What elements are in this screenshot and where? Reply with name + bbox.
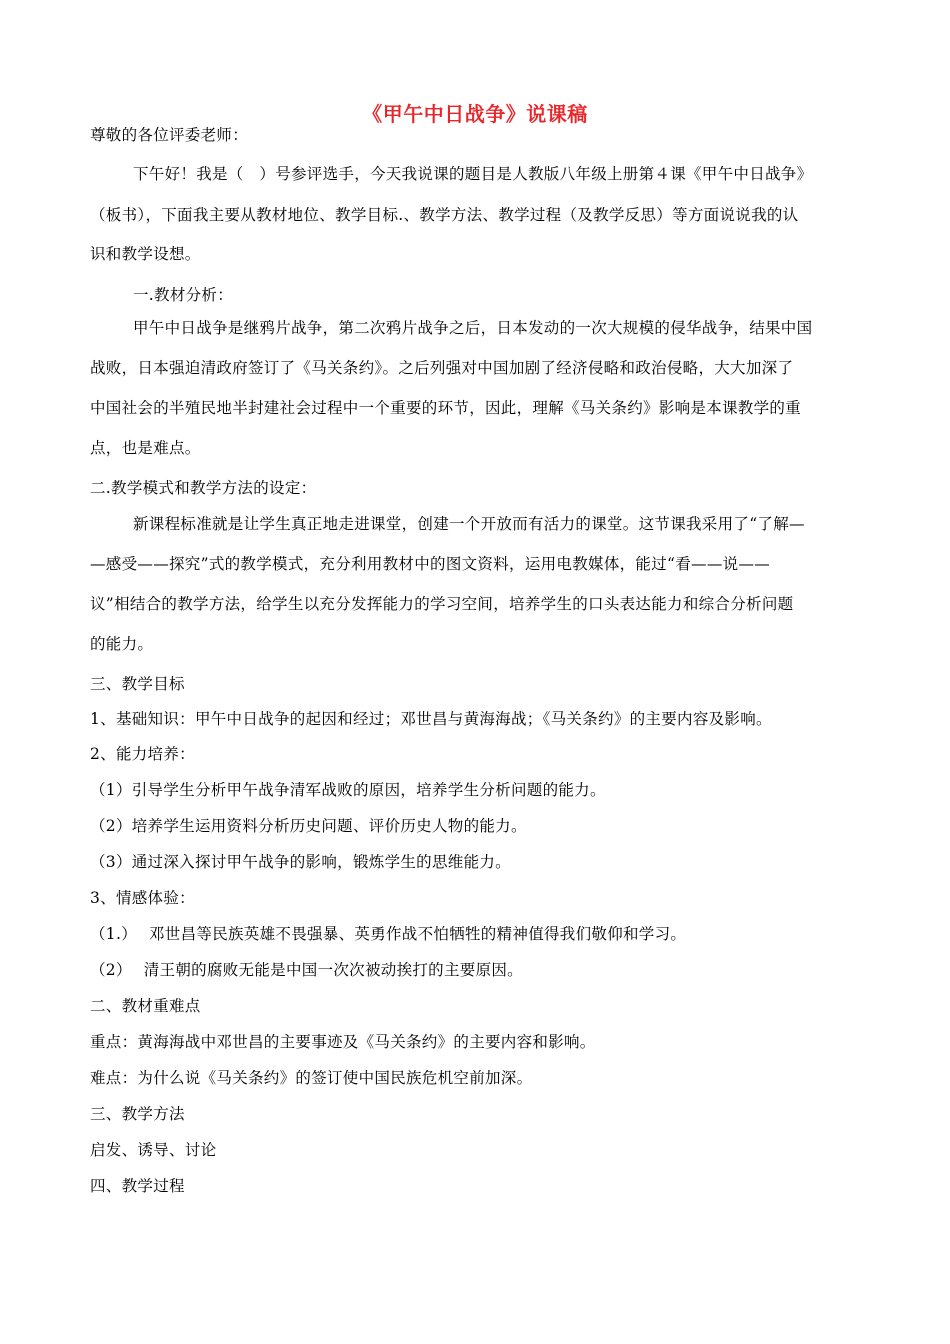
list-item: 2、能力培养： <box>90 745 195 763</box>
section-heading: 一.教材分析： <box>133 286 234 304</box>
paragraph-line: 下午好！我是（ ）号参评选手，今天我说课的题目是人教版八年级上册第４课《甲午中日战争》 <box>133 165 813 183</box>
paragraph-line: 甲午中日战争是继鸦片战争，第二次鸦片战争之后，日本发动的一次大规模的侵华战争，结果中国 <box>133 319 813 337</box>
list-text: 邓世昌等民族英雄不畏强暴、英勇作战不怕牺牲的精神值得我们敬仰和学习。 <box>149 925 687 943</box>
section-heading: 二.教学模式和教学方法的设定： <box>90 479 317 497</box>
paragraph-line: （板书），下面我主要从教材地位、教学目标.、教学方法、教学过程（及教学反思）等方面说说我的认 <box>90 206 799 224</box>
paragraph-line: 战败，日本强迫清政府签订了《马关条约》。之后列强对中国加剧了经济侵略和政治侵略，大大加深了 <box>90 359 794 377</box>
document-title: 《甲午中日战争》说课稿 <box>362 102 588 126</box>
paragraph-line: 中国社会的半殖民地半封建社会过程中一个重要的环节，因此，理解《马关条约》影响是本课教学的重 <box>90 399 802 417</box>
list-item: （3）通过深入探讨甲午战争的影响，锻炼学生的思维能力。 <box>90 853 511 871</box>
list-item: （2）培养学生运用资料分析历史问题、评价历史人物的能力。 <box>90 817 527 835</box>
paragraph-line: 点，也是难点。 <box>90 439 201 457</box>
list-item: 重点：黄海海战中邓世昌的主要事迹及《马关条约》的主要内容和影响。 <box>90 1033 596 1051</box>
list-item: 启发、诱导、讨论 <box>90 1141 217 1159</box>
paragraph-line: 的能力。 <box>90 635 154 653</box>
list-number: （1.） <box>90 925 137 943</box>
paragraph-line: 新课程标准就是让学生真正地走进课堂，创建一个开放而有活力的课堂。这节课我采用了“了解— <box>133 515 805 533</box>
paragraph-line: 议”相结合的教学方法，给学生以充分发挥能力的学习空间，培养学生的口头表达能力和综合分析问题 <box>90 595 794 613</box>
paragraph-line: —感受——探究”式的教学模式，充分利用教材中的图文资料，运用电教媒体，能过“看——说—— <box>90 555 771 573</box>
list-item: 难点：为什么说《马关条约》的签订使中国民族危机空前加深。 <box>90 1069 533 1087</box>
list-text: 清王朝的腐败无能是中国一次次被动挨打的主要原因。 <box>143 961 523 979</box>
salutation: 尊敬的各位评委老师： <box>90 126 249 144</box>
section-heading: 二、教材重难点 <box>90 997 201 1015</box>
section-heading: 四、教学过程 <box>90 1177 185 1195</box>
section-heading: 三、教学目标 <box>90 675 185 693</box>
list-item: 3、情感体验： <box>90 889 195 907</box>
list-item <box>90 959 523 981</box>
list-item <box>90 923 686 945</box>
list-number: （2） <box>90 961 132 979</box>
list-item: （1）引导学生分析甲午战争清军战败的原因，培养学生分析问题的能力。 <box>90 781 606 799</box>
paragraph-line: 识和教学设想。 <box>90 245 201 263</box>
list-item: 1、基础知识：甲午中日战争的起因和经过；邓世昌与黄海海战；《马关条约》的主要内容及影响。 <box>90 710 772 728</box>
section-heading: 三、教学方法 <box>90 1105 185 1123</box>
